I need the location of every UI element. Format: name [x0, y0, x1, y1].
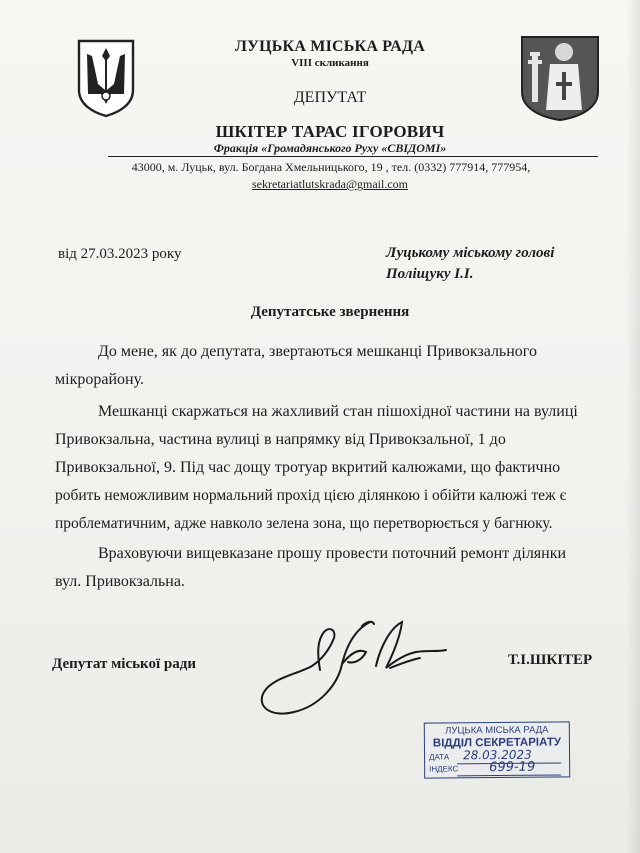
faction: Фракція «Громадянського Руху «СВІДОМІ»: [213, 141, 447, 155]
stamp-line-2: ВІДДІЛ СЕКРЕТАРІАТУ: [432, 736, 562, 750]
paragraph-2-line-1: Мешканці скаржаться на жахливий стан пішохідної частини на вулиці: [98, 403, 578, 420]
paragraph-2-line-4: робить неможливим нормальний прохід цією ділянкою і обійти калюжі теж є: [55, 487, 567, 504]
email-link[interactable]: sekretariatlutskrada@gmail.com: [252, 177, 408, 191]
convocation: VIII скликання: [291, 57, 369, 69]
address-line: 43000, м. Луцьк, вул. Богдана Хмельницького, 19 , тел. (0332) 777914, 777954,: [131, 160, 531, 174]
paragraph-2-line-2: Привокзальна, частина вулиці в напрямку від Привокзальної, 1 до: [55, 431, 506, 448]
subject-title: Депутатське звернення: [250, 304, 410, 320]
trident-emblem-icon: [76, 38, 136, 118]
stamp-date-label: ДАТА: [429, 752, 450, 762]
addressee-line-2: Поліщуку І.І.: [386, 266, 474, 282]
stamp-date-value: 28.03.2023: [462, 747, 532, 763]
stamp-line-1: ЛУЦЬКА МІСЬКА РАДА: [445, 724, 549, 737]
lutsk-coat-of-arms-icon: [520, 34, 600, 122]
stamp-index-value: 699-19: [489, 759, 536, 776]
handwritten-signature: [250, 608, 450, 728]
signatory-name: Т.І.ШКІТЕР: [508, 652, 593, 668]
paragraph-1-line-2: мікрорайону.: [55, 371, 144, 388]
council-title: ЛУЦЬКА МІСЬКА РАДА: [235, 38, 425, 55]
role-title: ДЕПУТАТ: [293, 89, 367, 106]
date-line: від 27.03.2023 року: [58, 246, 182, 262]
registration-stamp: [424, 721, 570, 778]
paragraph-1-line-1: До мене, як до депутата, звертаються мешканці Привокзального: [98, 343, 537, 360]
paragraph-2-line-5: проблематичним, адже навколо зелена зона, що перетворюється у багнюку.: [55, 515, 553, 532]
stamp-index-label: ІНДЕКС: [429, 764, 459, 774]
addressee-line-1: Луцькому міському голові: [386, 245, 555, 261]
paragraph-2-line-3: Привокзальної, 9. Під час дощу тротуар вкритий калюжами, що фактично: [55, 459, 561, 476]
paragraph-3-line-1: Враховуючи вищевказане прошу провести поточний ремонт ділянки: [98, 545, 567, 562]
signatory-title: Депутат міської ради: [52, 656, 196, 672]
deputy-name: ШКІТЕР ТАРАС ІГОРОВИЧ: [215, 122, 445, 141]
header-divider: [108, 156, 598, 157]
stamp-index-line: [457, 774, 561, 776]
paragraph-3-line-2: вул. Привокзальна.: [55, 573, 185, 590]
